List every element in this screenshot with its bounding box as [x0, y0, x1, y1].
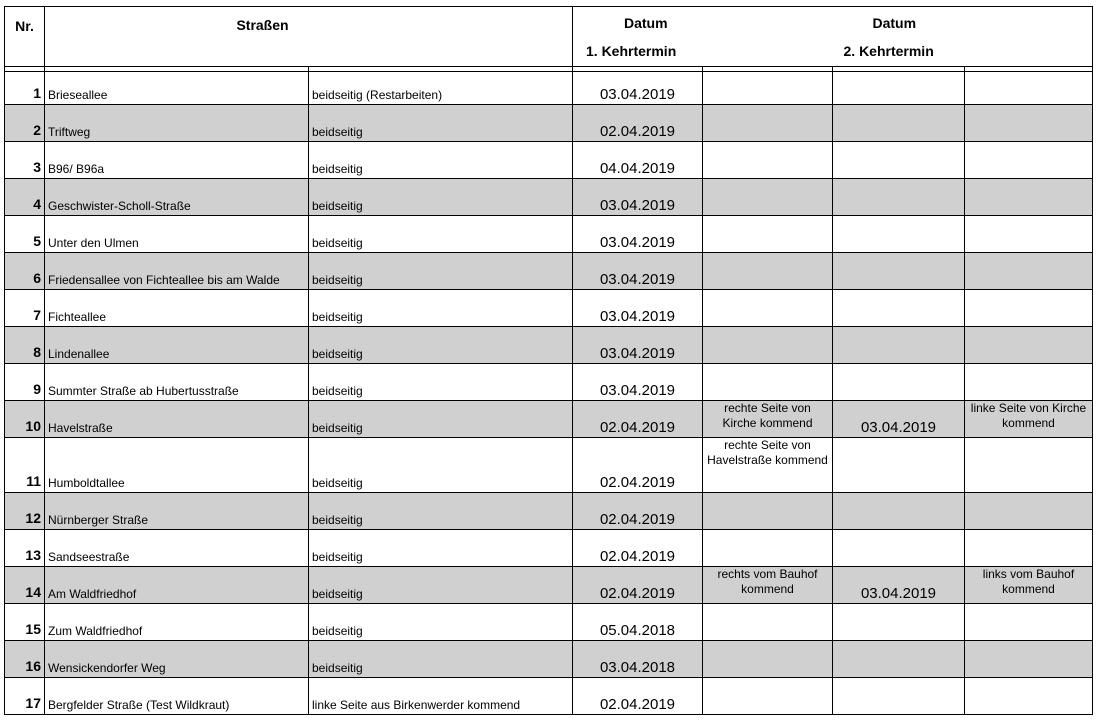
- street-name: Havelstraße: [45, 401, 309, 438]
- street-name: Humboldtallee: [45, 438, 309, 493]
- header-nr: Nr.: [5, 7, 45, 67]
- second-note: [965, 216, 1093, 253]
- side-info: beidseitig: [309, 401, 573, 438]
- table-row: [5, 604, 1093, 641]
- first-note: rechts vom Bauhof kommend: [703, 567, 833, 604]
- street-name: Sandseestraße: [45, 530, 309, 567]
- side-info: beidseitig: [309, 364, 573, 401]
- first-date: 04.04.2019: [573, 142, 703, 179]
- table-row: [5, 530, 1093, 567]
- row-nr: 11: [5, 438, 45, 493]
- table-row: [5, 567, 1093, 604]
- row-nr: 16: [5, 641, 45, 678]
- second-date: [833, 179, 965, 216]
- second-note: [965, 438, 1093, 493]
- side-info: beidseitig: [309, 253, 573, 290]
- row-nr: 1: [5, 72, 45, 105]
- first-note: rechte Seite von Havelstraße kommend: [703, 438, 833, 493]
- side-info: linke Seite aus Birkenwerder kommend: [309, 678, 573, 715]
- second-date: [833, 72, 965, 105]
- first-date: 03.04.2019: [573, 253, 703, 290]
- header-strassen: Straßen: [45, 7, 573, 67]
- table-row: [5, 72, 1093, 105]
- first-note: [703, 493, 833, 530]
- first-note: [703, 72, 833, 105]
- table-row: [5, 641, 1093, 678]
- second-date: [833, 641, 965, 678]
- street-name: Nürnberger Straße: [45, 493, 309, 530]
- second-note: [965, 678, 1093, 715]
- side-info: beidseitig: [309, 438, 573, 493]
- second-note: [965, 72, 1093, 105]
- street-name: Geschwister-Scholl-Straße: [45, 179, 309, 216]
- first-note: [703, 364, 833, 401]
- second-date: [833, 364, 965, 401]
- street-name: Wensickendorfer Weg: [45, 641, 309, 678]
- second-note: [965, 253, 1093, 290]
- first-note: [703, 253, 833, 290]
- side-info: beidseitig: [309, 604, 573, 641]
- side-info: beidseitig: [309, 327, 573, 364]
- second-date: 03.04.2019: [833, 401, 965, 438]
- first-note: [703, 290, 833, 327]
- first-date: 03.04.2019: [573, 327, 703, 364]
- row-nr: 17: [5, 678, 45, 715]
- side-info: beidseitig (Restarbeiten): [309, 72, 573, 105]
- row-nr: 14: [5, 567, 45, 604]
- table-row: [5, 401, 1093, 438]
- street-name: Unter den Ulmen: [45, 216, 309, 253]
- table-row: [5, 105, 1093, 142]
- second-note: linke Seite von Kirche kommend: [965, 401, 1093, 438]
- row-nr: 13: [5, 530, 45, 567]
- second-date: [833, 530, 965, 567]
- street-name: Lindenallee: [45, 327, 309, 364]
- table-row: [5, 253, 1093, 290]
- second-date: [833, 604, 965, 641]
- first-date: 03.04.2019: [573, 290, 703, 327]
- header-date2-top: Datum: [872, 14, 917, 31]
- street-name: Fichteallee: [45, 290, 309, 327]
- second-note: [965, 364, 1093, 401]
- side-info: beidseitig: [309, 641, 573, 678]
- street-name: Summter Straße ab Hubertusstraße: [45, 364, 309, 401]
- row-nr: 7: [5, 290, 45, 327]
- street-name: Friedensallee von Fichteallee bis am Walde: [45, 253, 309, 290]
- second-note: [965, 179, 1093, 216]
- second-note: [965, 327, 1093, 364]
- street-cleaning-table: [4, 6, 1093, 715]
- header-date1-bottom: 1. Kehrtermin: [586, 42, 677, 59]
- first-date: 03.04.2019: [573, 216, 703, 253]
- side-info: beidseitig: [309, 567, 573, 604]
- side-info: beidseitig: [309, 290, 573, 327]
- side-info: beidseitig: [309, 179, 573, 216]
- header-date2-bottom: 2. Kehrtermin: [843, 42, 934, 59]
- side-info: beidseitig: [309, 530, 573, 567]
- row-nr: 6: [5, 253, 45, 290]
- street-name: Am Waldfriedhof: [45, 567, 309, 604]
- table-row: [5, 438, 1093, 493]
- second-note: [965, 493, 1093, 530]
- first-note: rechte Seite von Kirche kommend: [703, 401, 833, 438]
- header-date2: [833, 7, 1093, 67]
- street-name: B96/ B96a: [45, 142, 309, 179]
- first-date: 03.04.2019: [573, 364, 703, 401]
- header-date1-top: Datum: [624, 14, 668, 31]
- first-note: [703, 604, 833, 641]
- second-date: [833, 327, 965, 364]
- second-note: [965, 641, 1093, 678]
- first-note: [703, 216, 833, 253]
- first-date: 02.04.2019: [573, 567, 703, 604]
- first-note: [703, 179, 833, 216]
- row-nr: 15: [5, 604, 45, 641]
- second-date: [833, 216, 965, 253]
- first-date: 02.04.2019: [573, 530, 703, 567]
- second-note: [965, 604, 1093, 641]
- row-nr: 4: [5, 179, 45, 216]
- table-row: [5, 364, 1093, 401]
- second-date: 03.04.2019: [833, 567, 965, 604]
- first-date: 02.04.2019: [573, 438, 703, 493]
- row-nr: 5: [5, 216, 45, 253]
- first-date: 02.04.2019: [573, 678, 703, 715]
- first-date: 05.04.2018: [573, 604, 703, 641]
- first-date: 02.04.2019: [573, 105, 703, 142]
- second-date: [833, 678, 965, 715]
- second-date: [833, 438, 965, 493]
- first-note: [703, 327, 833, 364]
- side-info: beidseitig: [309, 105, 573, 142]
- second-date: [833, 290, 965, 327]
- first-date: 03.04.2018: [573, 641, 703, 678]
- table-row: [5, 216, 1093, 253]
- table-row: [5, 142, 1093, 179]
- table-row: [5, 678, 1093, 715]
- first-date: 02.04.2019: [573, 493, 703, 530]
- second-note: [965, 530, 1093, 567]
- first-note: [703, 142, 833, 179]
- row-nr: 12: [5, 493, 45, 530]
- second-note: [965, 290, 1093, 327]
- row-nr: 8: [5, 327, 45, 364]
- table-row: [5, 493, 1093, 530]
- first-date: 03.04.2019: [573, 179, 703, 216]
- second-note: [965, 105, 1093, 142]
- header-row: [5, 7, 1093, 67]
- side-info: beidseitig: [309, 216, 573, 253]
- first-note: [703, 530, 833, 567]
- first-note: [703, 678, 833, 715]
- street-name: Triftweg: [45, 105, 309, 142]
- second-note: [965, 142, 1093, 179]
- row-nr: 9: [5, 364, 45, 401]
- side-info: beidseitig: [309, 142, 573, 179]
- second-date: [833, 105, 965, 142]
- second-date: [833, 253, 965, 290]
- table-row: [5, 327, 1093, 364]
- second-date: [833, 142, 965, 179]
- table-row: [5, 290, 1093, 327]
- table-body: [5, 72, 1093, 715]
- street-name: Zum Waldfriedhof: [45, 604, 309, 641]
- first-date: 03.04.2019: [573, 72, 703, 105]
- second-note: links vom Bauhof kommend: [965, 567, 1093, 604]
- row-nr: 2: [5, 105, 45, 142]
- table-row: [5, 179, 1093, 216]
- row-nr: 10: [5, 401, 45, 438]
- side-info: beidseitig: [309, 493, 573, 530]
- first-note: [703, 641, 833, 678]
- second-date: [833, 493, 965, 530]
- row-nr: 3: [5, 142, 45, 179]
- street-name: Brieseallee: [45, 72, 309, 105]
- header-date1: [573, 7, 833, 67]
- first-note: [703, 105, 833, 142]
- first-date: 02.04.2019: [573, 401, 703, 438]
- street-name: Bergfelder Straße (Test Wildkraut): [45, 678, 309, 715]
